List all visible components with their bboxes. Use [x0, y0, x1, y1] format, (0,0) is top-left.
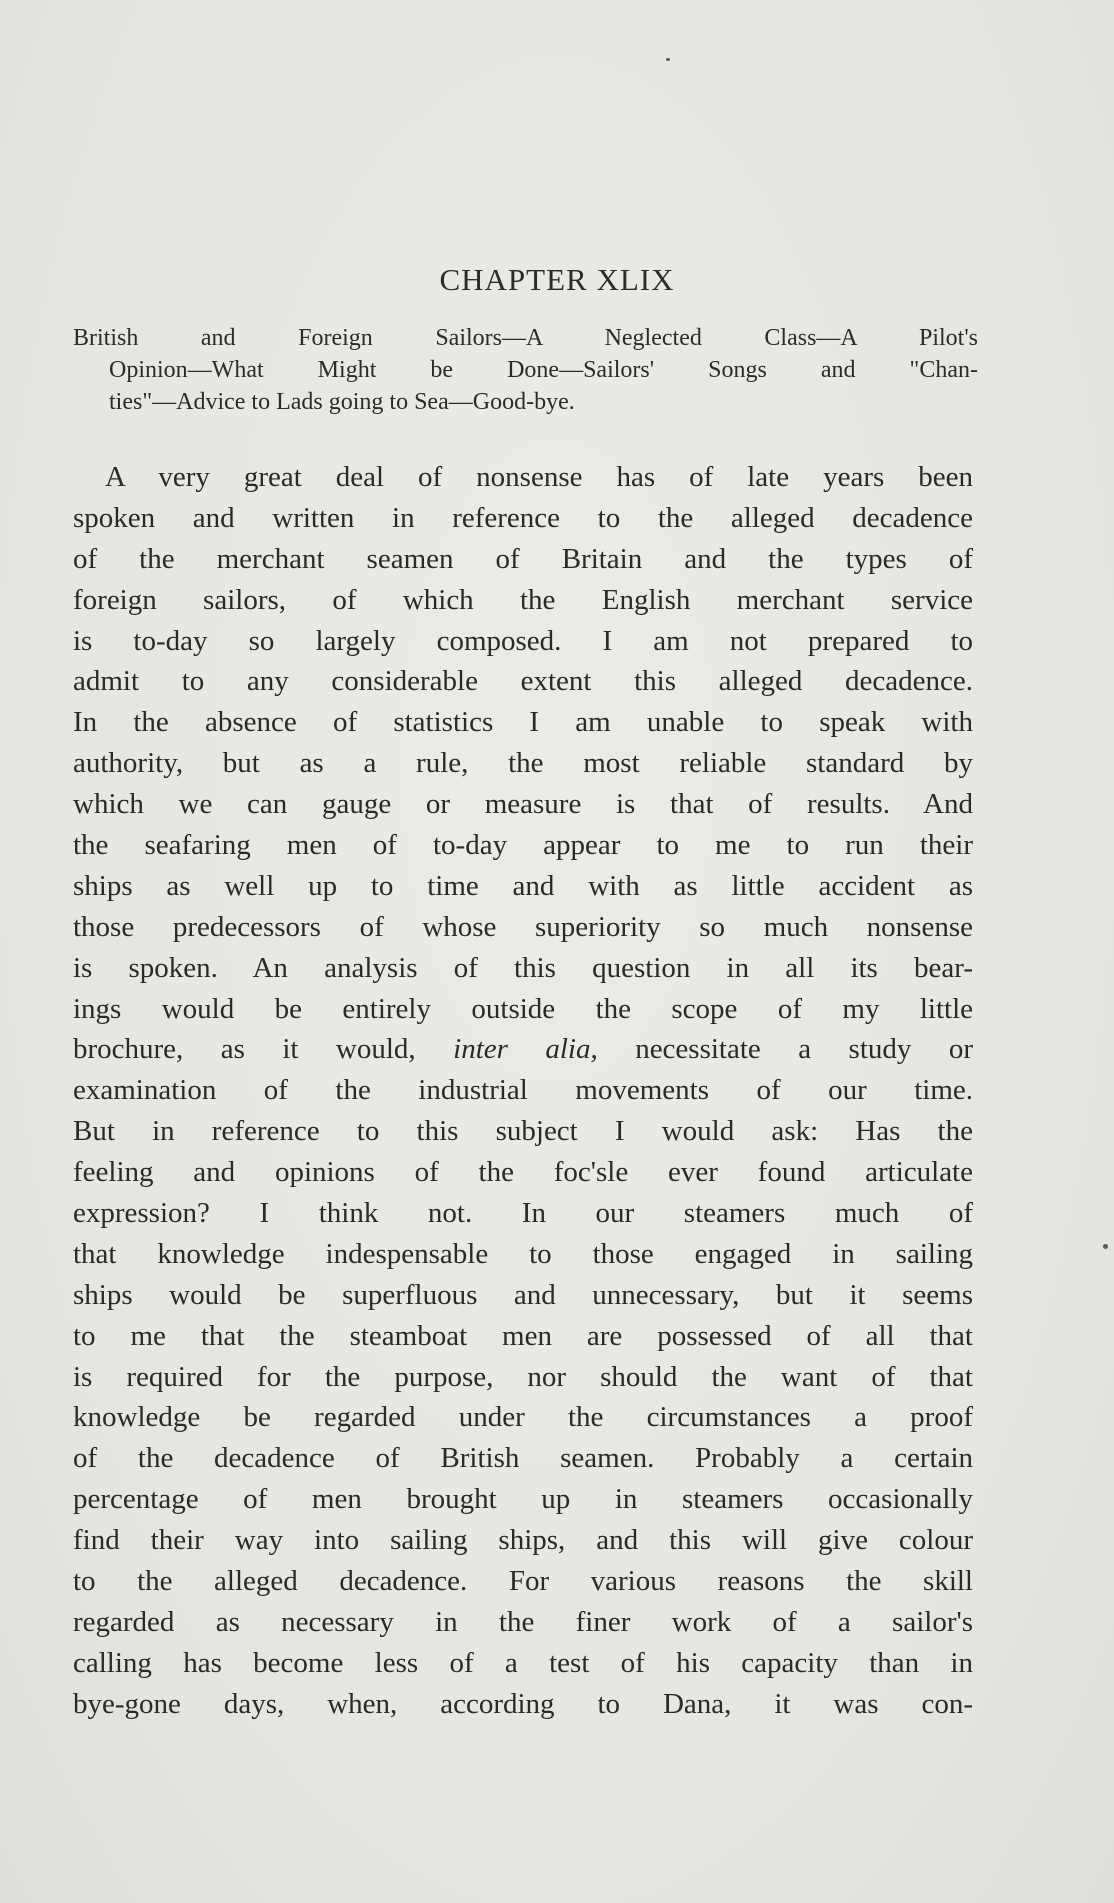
- body-text: [73, 457, 973, 1725]
- body-line-end: necessitate a study or: [635, 1033, 974, 1066]
- body-line: the seafaring men of to-day appear to me to run their: [73, 829, 973, 862]
- chapter-synopsis: [73, 322, 978, 418]
- body-line: is to-day so largely composed. I am not prepared to: [73, 624, 973, 657]
- ink-speck: [666, 58, 670, 61]
- body-line: ships as well up to time and with as little accident as: [73, 869, 973, 902]
- body-line: spoken and written in reference to the alleged decadence: [73, 501, 973, 534]
- body-line: find their way into sailing ships, and this will give colour: [73, 1524, 973, 1557]
- body-line: expression? I think not. In our steamers much of: [73, 1197, 973, 1230]
- body-line: A very great deal of nonsense has of late years been: [105, 461, 973, 493]
- body-line: those predecessors of whose superiority so much nonsense: [73, 910, 973, 943]
- ink-speck: [1103, 1244, 1108, 1249]
- body-line: bye-gone days, when, according to Dana, it was con-: [73, 1687, 973, 1720]
- chapter-title: CHAPTER XLIX: [439, 262, 675, 297]
- synopsis-line: ties"—Advice to Lads going to Sea—Good-bye.: [109, 389, 575, 415]
- body-line: examination of the industrial movements of our time.: [73, 1074, 973, 1107]
- body-line: which we can gauge or measure is that of results. And: [73, 788, 973, 821]
- body-line: to me that the steamboat men are possessed of all that: [73, 1319, 973, 1352]
- body-line: ings would be entirely outside the scope of my little: [73, 992, 973, 1025]
- italic-phrase: inter alia,: [453, 1033, 598, 1066]
- body-line: But in reference to this subject I would ask: Has the: [73, 1115, 973, 1148]
- body-line: foreign sailors, of which the English merchant service: [73, 583, 973, 616]
- body-line: admit to any considerable extent this alleged decadence.: [73, 665, 973, 698]
- body-line: percentage of men brought up in steamers occasionally: [73, 1483, 973, 1516]
- body-line: is required for the purpose, nor should the want of that: [73, 1360, 973, 1393]
- body-line: to the alleged decadence. For various reasons the skill: [73, 1565, 973, 1598]
- body-line: authority, but as a rule, the most reliable standard by: [73, 747, 973, 780]
- body-line: that knowledge indespensable to those engaged in sailing: [73, 1237, 973, 1270]
- body-line: ships would be superfluous and unnecessary, but it seems: [73, 1278, 973, 1311]
- body-line: is spoken. An analysis of this question in all its bear-: [73, 951, 973, 984]
- body-line-start: brochure, as it would,: [73, 1033, 416, 1066]
- body-line-with-italic: [73, 1029, 973, 1070]
- body-line: knowledge be regarded under the circumstances a proof: [73, 1401, 973, 1434]
- body-line: regarded as necessary in the finer work of a sailor's: [73, 1605, 973, 1638]
- synopsis-line: Opinion—What Might be Done—Sailors' Songs and "Chan-: [109, 357, 978, 383]
- body-line: of the decadence of British seamen. Probably a certain: [73, 1442, 973, 1475]
- body-line: In the absence of statistics I am unable to speak with: [73, 706, 973, 739]
- body-line: of the merchant seamen of Britain and the types of: [73, 542, 973, 575]
- body-line: calling has become less of a test of his capacity than in: [73, 1646, 973, 1679]
- body-line: feeling and opinions of the foc'sle ever found articulate: [73, 1156, 973, 1189]
- synopsis-line: British and Foreign Sailors—A Neglected Class—A Pilot's: [73, 325, 978, 351]
